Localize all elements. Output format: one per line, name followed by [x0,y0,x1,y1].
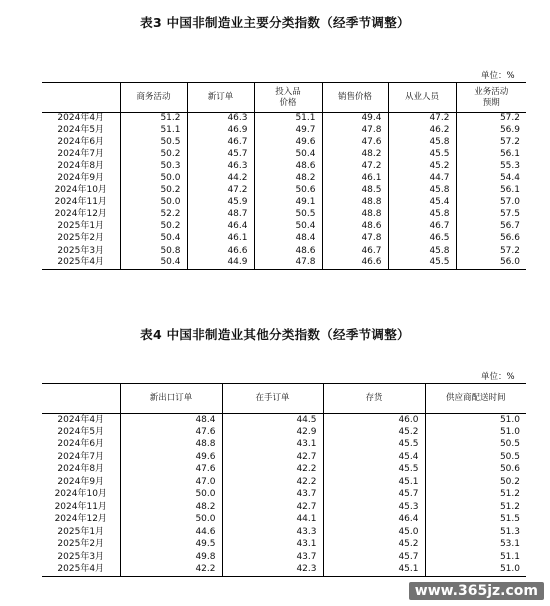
table4-header-cell: 存货 [323,384,425,414]
month-cell: 2024年10月 [54,489,107,500]
table4-title: 表4 中国非制造业其他分类指数（经季节调整） [140,327,410,342]
value-cell: 50.8 [120,245,187,257]
value-cell: 46.2 [388,125,456,137]
value-cell: 55.3 [456,161,526,173]
value-cell: 56.1 [456,185,526,197]
value-cell: 50.0 [120,197,187,209]
month-cell: 2024年10月 [54,185,107,196]
value-cell: 57.5 [456,209,526,221]
month-cell: 2024年12月 [54,514,107,525]
value-cell: 53.1 [425,539,526,552]
table-row [42,464,526,477]
value-cell: 50.3 [120,161,187,173]
value-cell: 45.8 [388,245,456,257]
value-cell: 48.2 [322,149,388,161]
value-cell: 51.0 [425,426,526,439]
month-cell: 2024年7月 [57,149,105,160]
value-cell: 47.8 [322,233,388,245]
value-cell: 49.6 [120,451,222,464]
table-row [42,209,526,221]
value-cell: 46.6 [187,245,254,257]
value-cell: 47.2 [322,161,388,173]
value-cell: 51.3 [425,526,526,539]
value-cell: 45.5 [388,149,456,161]
value-cell: 46.1 [322,173,388,185]
month-cell: 2025年3月 [57,551,105,562]
value-cell: 56.7 [456,221,526,233]
value-cell: 47.6 [120,464,222,477]
month-cell: 2025年4月 [42,564,120,577]
value-cell: 51.2 [425,489,526,502]
value-cell: 44.2 [187,173,254,185]
value-cell: 46.7 [322,245,388,257]
value-cell: 49.4 [322,113,388,125]
table-row [42,149,526,161]
table-row [42,439,526,452]
month-cell: 2024年6月 [57,137,105,148]
table-row [42,526,526,539]
table-row [42,551,526,564]
table3-header-cell: 商务活动 [120,83,187,113]
value-cell: 42.7 [222,451,323,464]
table4-header-cell: 新出口订单 [120,384,222,414]
value-cell: 51.1 [120,125,187,137]
table-row [42,501,526,514]
table4-header-cell: 在手订单 [222,384,323,414]
value-cell: 46.1 [187,233,254,245]
value-cell: 50.4 [120,233,187,245]
value-cell: 44.5 [222,414,323,427]
value-cell: 51.0 [425,414,526,427]
value-cell: 45.5 [323,439,425,452]
value-cell: 50.6 [425,464,526,477]
value-cell: 48.5 [322,185,388,197]
value-cell: 45.4 [388,197,456,209]
value-cell: 50.2 [425,476,526,489]
table-row [42,489,526,502]
value-cell: 49.5 [120,539,222,552]
value-cell: 50.5 [120,137,187,149]
value-cell: 46.5 [388,233,456,245]
value-cell: 50.2 [120,221,187,233]
value-cell: 42.2 [120,564,222,577]
value-cell: 43.7 [222,489,323,502]
value-cell: 56.1 [456,149,526,161]
table-row [42,514,526,527]
value-cell: 46.0 [323,414,425,427]
value-cell: 56.6 [456,233,526,245]
value-cell: 52.2 [120,209,187,221]
value-cell: 46.6 [322,257,388,269]
table-row [42,257,526,269]
table-row [42,414,526,427]
month-cell: 2024年9月 [57,476,105,487]
value-cell: 48.2 [254,173,322,185]
value-cell: 46.7 [388,221,456,233]
value-cell: 45.7 [187,149,254,161]
value-cell: 50.4 [254,149,322,161]
value-cell: 43.3 [222,526,323,539]
value-cell: 50.6 [254,185,322,197]
value-cell: 42.2 [222,464,323,477]
value-cell: 42.3 [222,564,323,577]
table3-header-cell: 投入品 价格 [254,83,322,113]
value-cell: 43.1 [222,439,323,452]
month-cell: 2025年2月 [57,539,105,550]
value-cell: 43.7 [222,551,323,564]
table-row [42,233,526,245]
month-cell: 2025年2月 [57,233,105,244]
value-cell: 46.3 [187,161,254,173]
table-row [42,245,526,257]
value-cell: 48.2 [120,501,222,514]
table3-header-cell: 从业人员 [388,83,456,113]
month-cell: 2024年4月 [57,414,105,425]
table-row [42,185,526,197]
value-cell: 48.4 [120,414,222,427]
value-cell: 45.8 [388,137,456,149]
value-cell: 51.5 [425,514,526,527]
value-cell: 50.4 [120,257,187,269]
month-cell: 2024年4月 [57,113,105,124]
value-cell: 57.2 [456,137,526,149]
value-cell: 50.0 [120,514,222,527]
value-cell: 51.0 [425,564,526,577]
table3-header-cell: 新订单 [187,83,254,113]
value-cell: 50.2 [120,149,187,161]
month-cell: 2024年12月 [54,209,107,220]
table-row [42,564,526,577]
month-cell: 2024年5月 [57,125,105,136]
value-cell: 47.6 [322,137,388,149]
value-cell: 50.4 [254,221,322,233]
month-cell: 2024年11月 [54,501,107,512]
value-cell: 56.0 [456,257,526,269]
value-cell: 48.7 [187,209,254,221]
value-cell: 50.0 [120,173,187,185]
value-cell: 56.9 [456,125,526,137]
value-cell: 45.8 [388,185,456,197]
value-cell: 42.9 [222,426,323,439]
value-cell: 46.3 [187,113,254,125]
table-row [42,137,526,149]
month-cell: 2025年1月 [57,526,105,537]
value-cell: 49.1 [254,197,322,209]
table3-header-month [42,83,120,113]
month-cell: 2024年8月 [57,464,105,475]
value-cell: 46.9 [187,125,254,137]
value-cell: 45.1 [323,564,425,577]
month-cell: 2025年1月 [57,221,105,232]
value-cell: 45.8 [388,209,456,221]
table-row [42,221,526,233]
value-cell: 44.1 [222,514,323,527]
table3 [42,82,526,270]
table-row [42,113,526,125]
value-cell: 44.6 [120,526,222,539]
table4-unit: 单位：% [481,372,515,382]
value-cell: 45.9 [187,197,254,209]
value-cell: 48.8 [322,197,388,209]
value-cell: 45.1 [323,476,425,489]
table3-header-row [42,83,526,113]
value-cell: 57.2 [456,113,526,125]
value-cell: 48.6 [322,221,388,233]
month-cell: 2024年7月 [57,451,105,462]
value-cell: 47.2 [187,185,254,197]
table4-header-cell: 供应商配送时间 [425,384,526,414]
value-cell: 45.4 [323,451,425,464]
table-row [42,161,526,173]
value-cell: 42.7 [222,501,323,514]
value-cell: 49.7 [254,125,322,137]
value-cell: 51.2 [120,113,187,125]
value-cell: 45.7 [323,489,425,502]
month-cell: 2024年5月 [57,426,105,437]
table4-header-row [42,384,526,414]
table-row [42,197,526,209]
month-cell: 2024年6月 [57,439,105,450]
table3-title: 表3 中国非制造业主要分类指数（经季节调整） [140,15,410,30]
value-cell: 45.5 [323,464,425,477]
value-cell: 42.2 [222,476,323,489]
value-cell: 45.2 [323,426,425,439]
value-cell: 51.1 [254,113,322,125]
month-cell: 2025年3月 [57,245,105,256]
value-cell: 45.0 [323,526,425,539]
value-cell: 50.0 [120,489,222,502]
table-row [42,426,526,439]
value-cell: 46.7 [187,137,254,149]
value-cell: 44.9 [187,257,254,269]
table3-header-cell: 业务活动 预期 [456,83,526,113]
table-row [42,476,526,489]
value-cell: 48.4 [254,233,322,245]
value-cell: 45.7 [323,551,425,564]
month-cell: 2024年8月 [57,161,105,172]
value-cell: 48.6 [254,245,322,257]
table-row [42,173,526,185]
month-cell: 2025年4月 [42,257,120,269]
value-cell: 45.2 [388,161,456,173]
value-cell: 57.0 [456,197,526,209]
value-cell: 43.1 [222,539,323,552]
table4-header-month [42,384,120,414]
value-cell: 49.6 [254,137,322,149]
value-cell: 51.2 [425,501,526,514]
value-cell: 47.8 [254,257,322,269]
value-cell: 50.5 [425,451,526,464]
value-cell: 48.8 [322,209,388,221]
value-cell: 50.2 [120,185,187,197]
month-cell: 2024年9月 [57,173,105,184]
table-row [42,451,526,464]
value-cell: 50.5 [254,209,322,221]
table3-header-cell: 销售价格 [322,83,388,113]
value-cell: 45.2 [323,539,425,552]
value-cell: 47.8 [322,125,388,137]
value-cell: 44.7 [388,173,456,185]
value-cell: 51.1 [425,551,526,564]
value-cell: 47.0 [120,476,222,489]
value-cell: 46.4 [187,221,254,233]
value-cell: 49.8 [120,551,222,564]
month-cell: 2024年11月 [54,197,107,208]
value-cell: 48.8 [120,439,222,452]
value-cell: 45.3 [323,501,425,514]
value-cell: 48.6 [254,161,322,173]
watermark-logo: www.365jz.com [409,582,544,600]
value-cell: 57.2 [456,245,526,257]
table4 [42,383,526,577]
value-cell: 45.5 [388,257,456,269]
table3-unit: 单位：% [481,71,515,81]
value-cell: 50.5 [425,439,526,452]
value-cell: 47.2 [388,113,456,125]
value-cell: 54.4 [456,173,526,185]
value-cell: 46.4 [323,514,425,527]
table-row [42,125,526,137]
table-row [42,539,526,552]
value-cell: 47.6 [120,426,222,439]
